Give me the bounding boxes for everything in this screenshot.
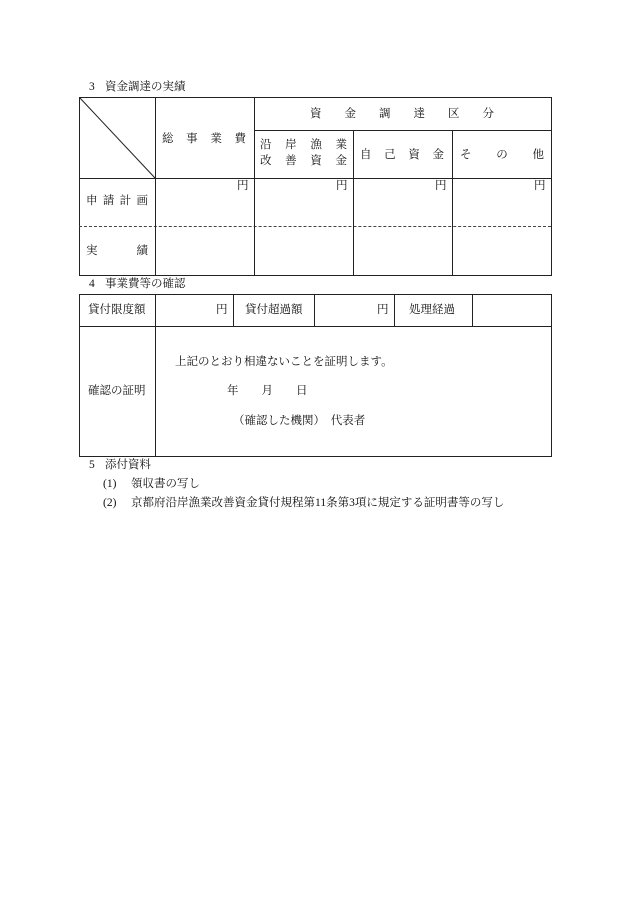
section4-number: 4: [89, 278, 95, 290]
column-divider: [394, 294, 395, 326]
certification-label: 確認の証明: [88, 385, 146, 397]
column-divider: [452, 130, 453, 275]
diagonal-line: [79, 97, 155, 178]
section4-title: 事業費等の確認: [105, 278, 186, 290]
column-divider: [155, 294, 156, 456]
loan-limit-label: 貸付限度額: [88, 304, 146, 316]
column-divider: [472, 294, 473, 326]
plan-row-label: 申 請 計 画: [86, 195, 148, 207]
loan-excess-unit: 円: [377, 304, 389, 316]
fisheries-fund-header-line2: 改 善 資 金: [260, 155, 347, 167]
plan-fisheries-unit: 円: [336, 180, 348, 192]
certification-date: 年 月 日: [227, 385, 308, 397]
loan-excess-label: 貸付超過額: [245, 304, 303, 316]
plan-own-unit: 円: [435, 180, 447, 192]
own-funds-header: 自 己 資 金: [360, 149, 444, 161]
certification-statement: 上記のとおり相違ないことを証明します。: [175, 356, 393, 368]
actual-row-label: 実 績: [86, 245, 148, 257]
row-divider: [79, 326, 551, 327]
section5-number: 5: [89, 459, 95, 471]
list-item-text: 京都府沿岸漁業改善資金貸付規程第11条第3項に規定する証明書等の写し: [131, 497, 505, 509]
section5-title: 添付資料: [105, 459, 151, 471]
list-item-number: (1): [103, 478, 117, 490]
header-divider: [79, 178, 551, 179]
other-funds-header: そ の 他: [460, 149, 544, 161]
confirmation-table-border: [79, 294, 552, 457]
total-project-cost-header: 総 事 業 費: [162, 133, 246, 145]
column-divider: [155, 97, 156, 275]
subheader-divider: [254, 130, 551, 131]
section3-number: 3: [89, 81, 95, 93]
column-divider: [353, 130, 354, 275]
column-divider: [314, 294, 315, 326]
certification-signer: （確認した機関） 代表者: [233, 415, 366, 427]
section3-title: 資金調達の実績: [105, 81, 186, 93]
list-item-number: (2): [103, 497, 117, 509]
plan-total-unit: 円: [237, 180, 249, 192]
processing-label: 処理経過: [409, 304, 455, 316]
column-divider: [254, 97, 255, 275]
funding-category-header: 資 金 調 達 区 分: [310, 108, 494, 120]
plan-other-unit: 円: [534, 180, 546, 192]
column-divider: [233, 294, 234, 326]
loan-limit-unit: 円: [216, 304, 228, 316]
row-divider-dashed: [79, 226, 551, 227]
list-item-text: 領収書の写し: [131, 478, 200, 490]
fisheries-fund-header-line1: 沿 岸 漁 業: [260, 139, 347, 151]
